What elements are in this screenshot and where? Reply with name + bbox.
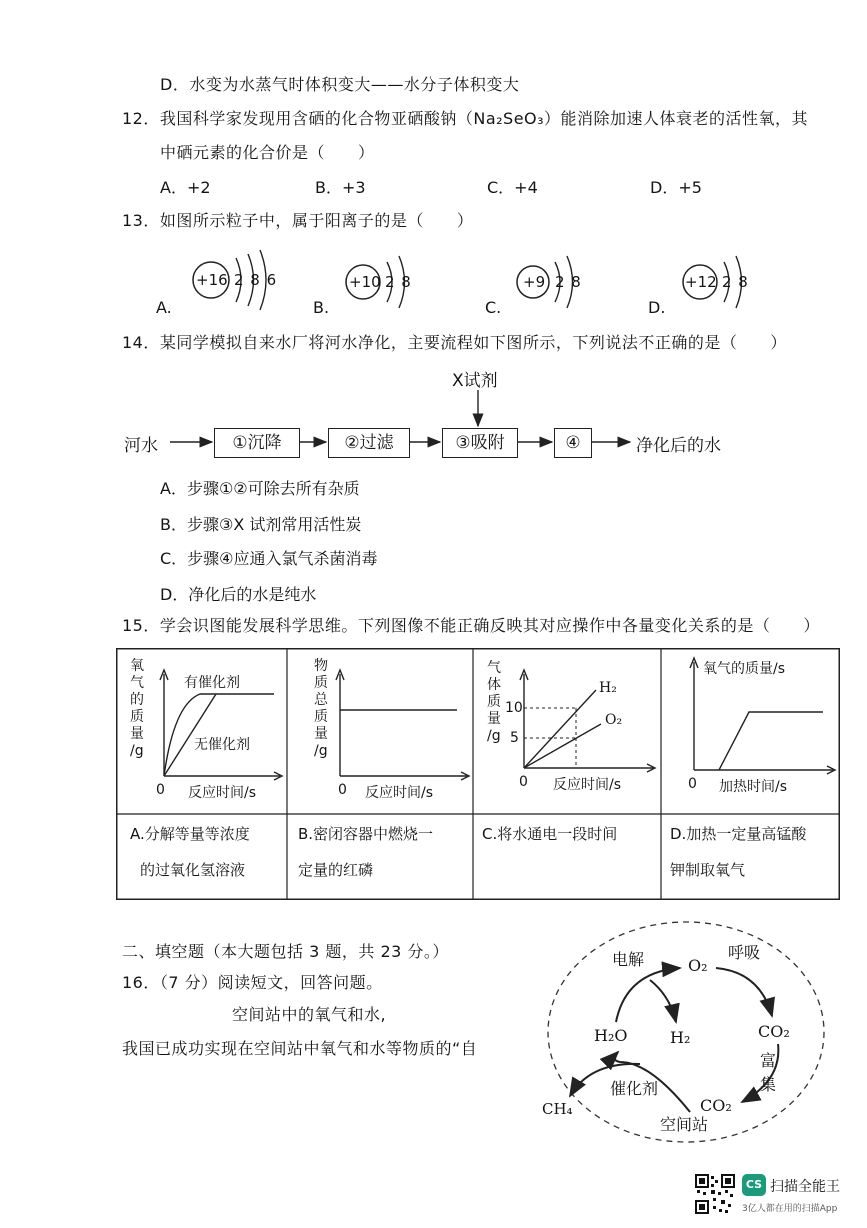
label-catalyst: 催化剂 [610, 1079, 659, 1098]
q14-option-a: A．步骤①②可除去所有杂质 [160, 479, 360, 498]
caption-a-line2: 的过氧化氢溶液 [140, 861, 246, 879]
ylabel-char: /g [314, 743, 328, 759]
section-2-heading: 二、填空题（本大题包括 3 题，共 23 分。） [122, 942, 449, 961]
ylabel-char: 气 [487, 660, 501, 676]
graph-b-ylabel [314, 658, 330, 760]
q14-stem: 14．某同学模拟自来水厂将河水净化，主要流程如下图所示，下列说法不正确的是（ ） [122, 333, 787, 352]
q12-stem-cont: 中硒元素的化合价是（ ） [160, 143, 375, 162]
footer-brand: 扫描全能王 [770, 1179, 840, 1195]
label-enrich-2: 集 [760, 1075, 777, 1094]
flow-step-2: ②过滤 [328, 428, 410, 458]
atom-diagram-a [156, 240, 286, 320]
graph-a-ylabel [130, 658, 146, 760]
ylabel-char: 量 [487, 711, 501, 727]
graph-a-origin: 0 [156, 782, 165, 798]
graph-c-tick-low: 5 [510, 730, 519, 746]
graph-a-curve-no-catalyst: 无催化剂 [194, 737, 250, 753]
label-space-station: 空间站 [660, 1115, 709, 1134]
atom-diagram-d [648, 244, 768, 320]
option-letter: D. [648, 298, 666, 317]
graph-c-tick-high: 10 [505, 700, 523, 716]
label-o2: O₂ [688, 956, 708, 975]
ylabel-char: 量 [314, 726, 328, 742]
graph-a-curve-catalyst: 有催化剂 [184, 675, 240, 691]
label-h2o: H₂O [594, 1026, 628, 1045]
q15-stem: 15．学会识图能发展科学思维。下列图像不能正确反映其对应操作中各量变化关系的是（ ） [122, 616, 820, 635]
graph-a [116, 648, 287, 814]
q14-option-b: B．步骤③X 试剂常用活性炭 [160, 515, 362, 534]
graph-c-series-h2: H₂ [599, 680, 617, 696]
caption-b-line1: B.密闭容器中燃烧一 [298, 825, 434, 843]
graph-c-xlabel: 反应时间/s [553, 777, 622, 793]
flow-step-1: ①沉降 [214, 428, 300, 458]
caption-d-line1: D.加热一定量高锰酸 [670, 825, 807, 843]
graph-c [473, 648, 661, 814]
space-station-cycle-diagram [520, 912, 840, 1152]
ylabel-char: 总 [314, 692, 328, 708]
ylabel-char: 的 [130, 692, 144, 708]
ylabel-char: /g [487, 728, 501, 744]
qr-code-graphic [695, 1174, 735, 1214]
nucleus-charge: +9 [523, 273, 546, 291]
ylabel-char: 质 [314, 675, 328, 691]
passage-title: 空间站中的氧气和水, [232, 1005, 387, 1024]
q16-stem: 16．（7 分）阅读短文，回答问题。 [122, 973, 383, 992]
electron-shells: 2 8 6 [234, 271, 278, 289]
graph-a-xlabel: 反应时间/s [188, 785, 257, 801]
nucleus-charge: +12 [685, 273, 717, 291]
caption-d-line2: 钾制取氧气 [670, 861, 746, 879]
graph-d-origin: 0 [688, 776, 697, 792]
atom-diagram-b [313, 244, 433, 320]
caption-a-line1: A.分解等量等浓度 [130, 825, 250, 843]
flow-step-3: ③吸附 [442, 428, 518, 458]
option-letter: B. [313, 298, 330, 317]
nucleus-charge: +16 [196, 271, 228, 289]
label-electrolysis: 电解 [612, 950, 645, 969]
q14-option-d: D．净化后的水是纯水 [160, 585, 317, 604]
label-enrich-1: 富 [760, 1051, 777, 1070]
ylabel-char: 质 [314, 709, 328, 725]
label-h2: H₂ [670, 1028, 691, 1047]
passage-body: 我国已成功实现在空间站中氧气和水等物质的“自 [122, 1039, 478, 1058]
graph-b [287, 648, 473, 814]
label-co2-bottom: CO₂ [700, 1096, 732, 1115]
flow-reagent: X试剂 [452, 371, 498, 391]
qr-code-icon [695, 1174, 735, 1214]
q12-option-d: D．+5 [650, 178, 702, 197]
ylabel-char: 量 [130, 726, 144, 742]
option-letter: A. [156, 298, 172, 317]
ylabel-char: 质 [487, 694, 501, 710]
graph-d-ylabel: 氧气的质量/s [703, 661, 786, 677]
flow-start: 河水 [124, 436, 158, 456]
graph-c-series-o2: O₂ [605, 712, 623, 728]
graph-d [661, 648, 840, 814]
caption-b-line2: 定量的红磷 [298, 861, 374, 879]
graph-d-xlabel: 加热时间/s [719, 779, 788, 795]
option-letter: C. [485, 298, 502, 317]
label-co2-top: CO₂ [758, 1022, 790, 1041]
label-respiration: 呼吸 [728, 943, 761, 962]
ylabel-char: 物 [314, 658, 328, 674]
ylabel-char: 质 [130, 709, 144, 725]
electron-shells: 2 8 [722, 273, 749, 291]
nucleus-charge: +10 [349, 273, 381, 291]
q12-option-c: C．+4 [487, 178, 538, 197]
graph-c-ylabel [487, 660, 503, 745]
graph-c-origin: 0 [519, 774, 528, 790]
caption-c-line1: C.将水通电一段时间 [482, 825, 618, 843]
q12-option-a: A．+2 [160, 178, 211, 197]
ylabel-char: 氧 [130, 658, 144, 674]
flow-step-4: ④ [554, 428, 592, 458]
q11-option-d: D．水变为水蒸气时体积变大——水分子体积变大 [160, 75, 520, 94]
q15-table [116, 648, 840, 900]
q13-stem: 13．如图所示粒子中，属于阳离子的是（ ） [122, 211, 474, 230]
q12-stem: 12．我国科学家发现用含硒的化合物亚硒酸钠（Na₂SeO₃）能消除加速人体衰老的活性氧，其 [122, 109, 809, 128]
atom-diagram-c [485, 244, 605, 320]
q12-option-b: B．+3 [315, 178, 366, 197]
camscanner-logo-icon: CS [742, 1174, 766, 1196]
label-ch4: CH₄ [542, 1100, 573, 1118]
electron-shells: 2 8 [385, 273, 412, 291]
ylabel-char: 气 [130, 675, 144, 691]
footer-tagline: 3亿人都在用的扫描App [742, 1204, 838, 1214]
q14-option-c: C．步骤④应通入氯气杀菌消毒 [160, 549, 378, 568]
ylabel-char: /g [130, 743, 144, 759]
electron-shells: 2 8 [555, 273, 582, 291]
ylabel-char: 体 [487, 677, 501, 693]
graph-b-xlabel: 反应时间/s [365, 785, 434, 801]
flow-end: 净化后的水 [636, 436, 721, 456]
graph-b-origin: 0 [338, 782, 347, 798]
